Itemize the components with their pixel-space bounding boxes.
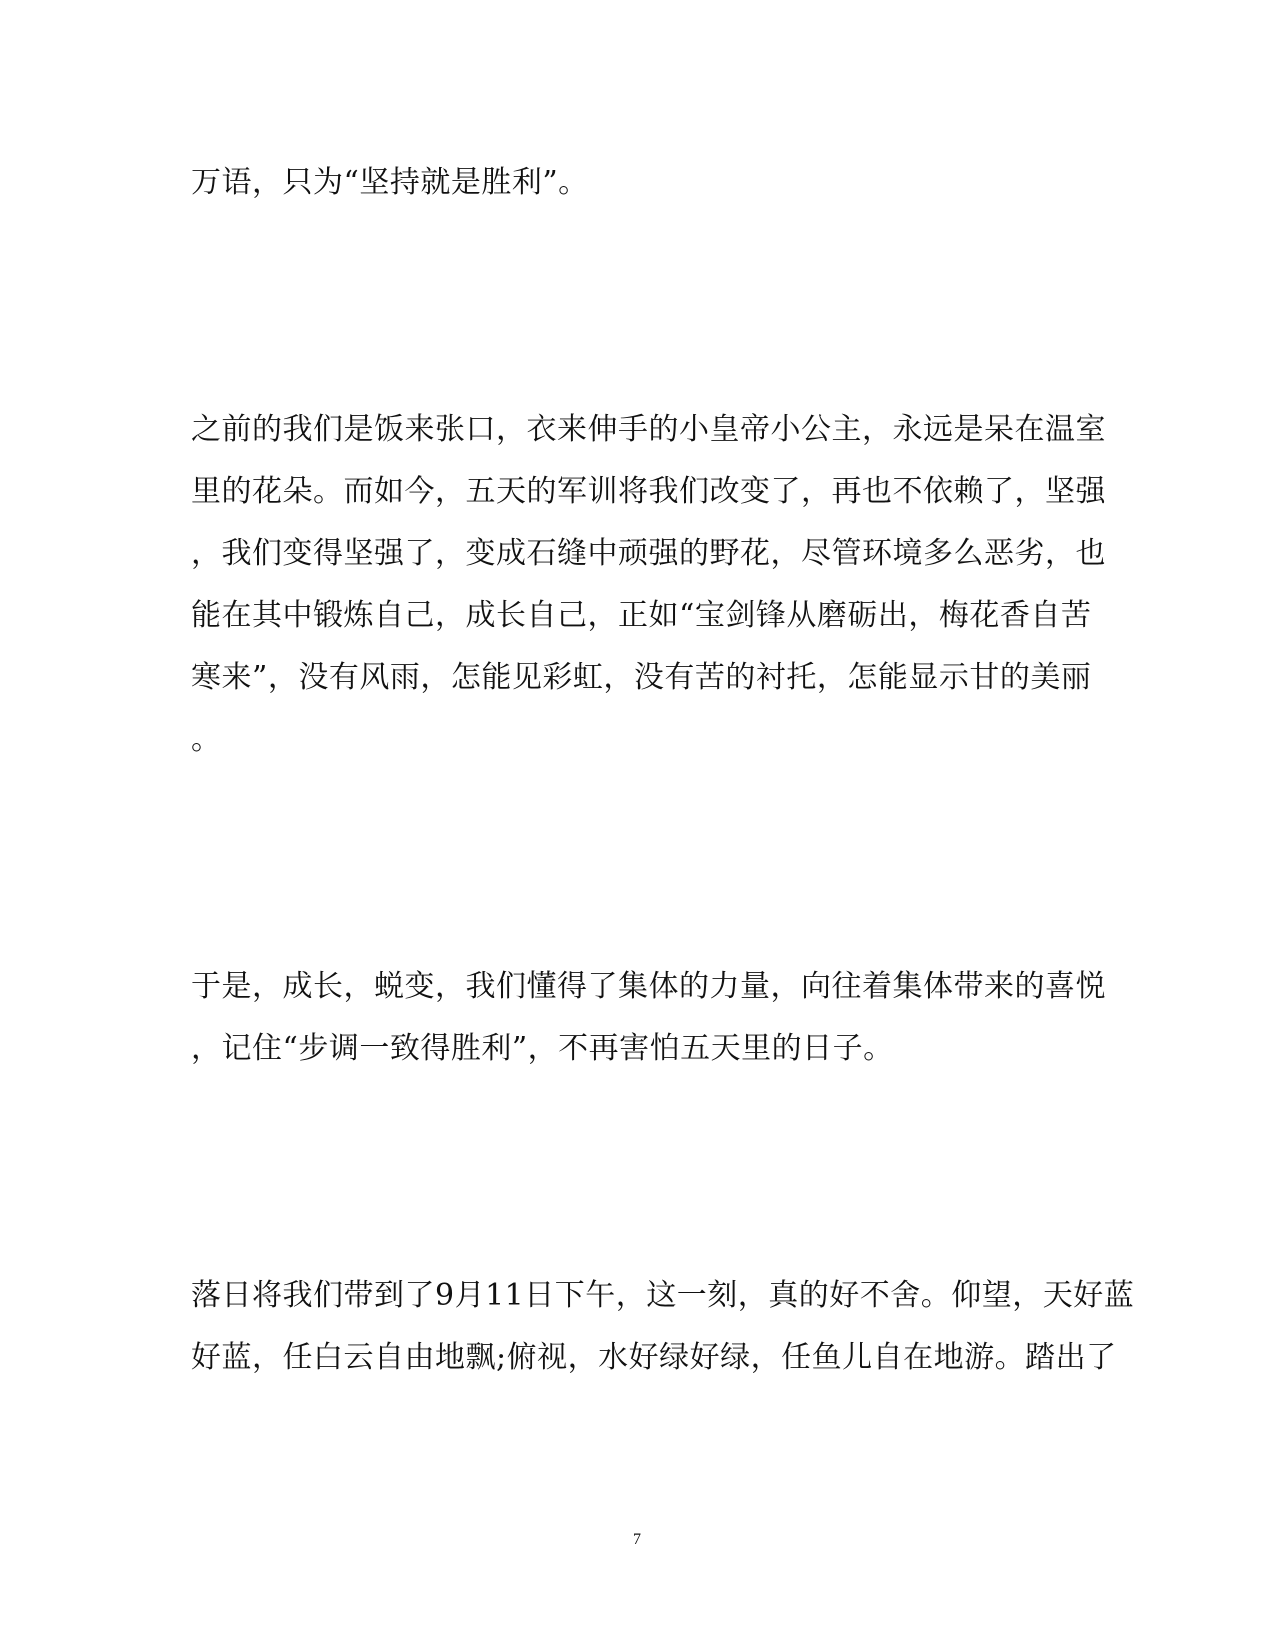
paragraph-2-line-6: 。 bbox=[191, 722, 222, 757]
paragraph-2-line-1: 之前的我们是饭来张口，衣来伸手的小皇帝小公主，永远是呆在温室 bbox=[191, 412, 1106, 447]
paragraph-3-line-1: 于是，成长，蜕变，我们懂得了集体的力量，向往着集体带来的喜悦 bbox=[191, 969, 1106, 1004]
paragraph-4-line-1: 落日将我们带到了9月11日下午，这一刻，真的好不舍。仰望，天好蓝 bbox=[191, 1278, 1135, 1313]
paragraph-2-line-2: 里的花朵。而如今，五天的军训将我们改变了，再也不依赖了，坚强 bbox=[191, 474, 1106, 509]
paragraph-1-line-1: 万语，只为“坚持就是胜利”。 bbox=[191, 165, 589, 200]
paragraph-2-line-4: 能在其中锻炼自己，成长自己，正如“宝剑锋从磨砺出，梅花香自苦 bbox=[191, 598, 1092, 633]
paragraph-4-line-2: 好蓝，任白云自由地飘;俯视，水好绿好绿，任鱼儿自在地游。踏出了 bbox=[191, 1340, 1117, 1375]
paragraph-2-line-3: ，我们变得坚强了，变成石缝中顽强的野花，尽管环境多么恶劣，也 bbox=[191, 536, 1106, 571]
paragraph-3-line-2: ，记住“步调一致得胜利”，不再害怕五天里的日子。 bbox=[191, 1031, 894, 1066]
page-number: 7 bbox=[633, 1531, 641, 1548]
paragraph-2-line-5: 寒来”，没有风雨，怎能见彩虹，没有苦的衬托，怎能显示甘的美丽 bbox=[191, 660, 1092, 695]
